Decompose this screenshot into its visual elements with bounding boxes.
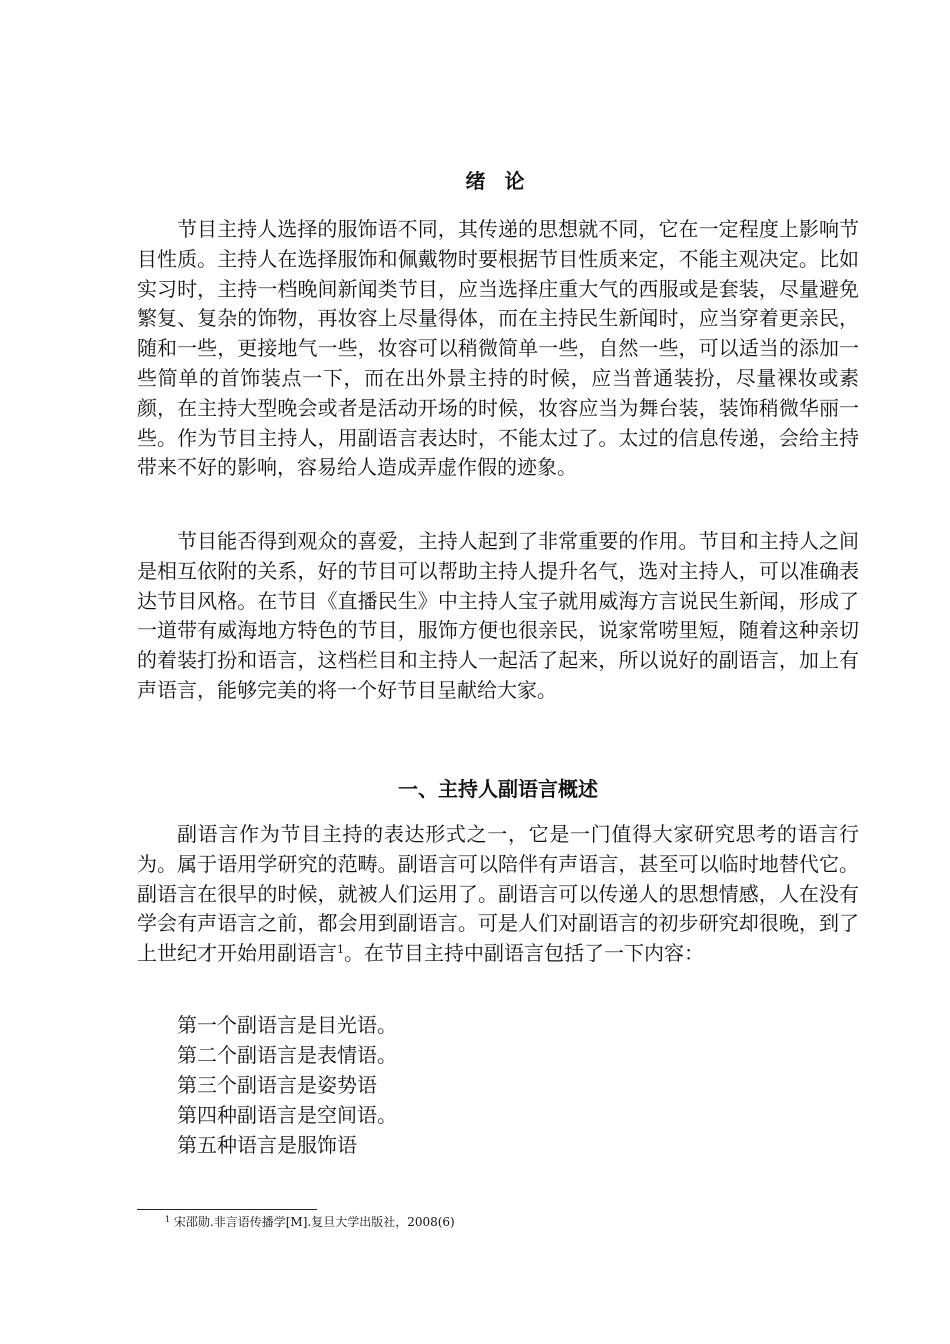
list-item: 第一个副语言是目光语。 bbox=[177, 1013, 397, 1037]
list-item: 第三个副语言是姿势语 bbox=[177, 1073, 377, 1097]
list-item: 第五种语言是服饰语 bbox=[177, 1133, 357, 1157]
paralanguage-list bbox=[177, 1010, 397, 1160]
footnote-divider bbox=[137, 1209, 317, 1210]
section-1-paragraph-text: 副语言作为节目主持的表达形式之一，它是一门值得大家研究思考的语言行为。属于语用学研究的范畴。副语言可以陪伴有声语言，甚至可以临时地替代它。副语言在很早的时候，就被人们运用了。副语言可以传递人的思想情感，人在没有学会有声语言之前，都会用到副语言。可是人们对副语言的初步研究却很晚，到了上世纪才开始用副语言 bbox=[137, 822, 859, 966]
intro-paragraph-1: 节目主持人选择的服饰语不同，其传递的思想就不同，它在一定程度上影响节目性质。主持人在选择服饰和佩戴物时要根据节目性质来定，不能主观决定。比如实习时，主持一档晚间新闻类节目，应当选择庄重大气的西服或是套装，尽量避免繁复、复杂的饰物，再妆容上尽量得体，而在主持民生新闻时，应当穿着更亲民，随和一些，更接地气一些，妆容可以稍微简单一些，自然一些，可以适当的添加一些简单的首饰装点一下，而在出外景主持的时候，应当普通装扮，尽量裸妆或素颜，在主持大型晚会或者是活动开场的时候，妆容应当为舞台装，装饰稍微华丽一些。作为节目主持人，用副语言表达时，不能太过了。太过的信息传递，会给主持带来不好的影响，容易给人造成弄虚作假的迹象。 bbox=[137, 217, 859, 480]
footnote-marker: 1 bbox=[165, 1215, 171, 1224]
footnote-text: 宋邵勋.非言语传播学[M].复旦大学出版社，2008(6) bbox=[173, 1215, 455, 1229]
footnote bbox=[165, 1214, 455, 1230]
section-1-paragraph-tail: 。在节目主持中副语言包括了一下内容： bbox=[344, 941, 704, 966]
intro-title: 绪 论 bbox=[465, 169, 531, 193]
section-1-title: 一、主持人副语言概述 bbox=[398, 777, 598, 801]
footnote-reference[interactable]: 1 bbox=[337, 943, 344, 957]
section-1-paragraph bbox=[137, 820, 859, 969]
list-item: 第四种副语言是空间语。 bbox=[177, 1103, 397, 1127]
intro-paragraph-2: 节目能否得到观众的喜爱，主持人起到了非常重要的作用。节目和主持人之间是相互依附的关系，好的节目可以帮助主持人提升名气，选对主持人，可以准确表达节目风格。在节目《直播民生》中主持人宝子就用威海方言说民生新闻，形成了一道带有威海地方特色的节目，服饰方便也很亲民，说家常唠里短，随着这种亲切的着装打扮和语言，这档栏目和主持人一起活了起来，所以说好的副语言，加上有声语言，能够完美的将一个好节目呈献给大家。 bbox=[137, 529, 859, 702]
list-item: 第二个副语言是表情语。 bbox=[177, 1043, 397, 1067]
